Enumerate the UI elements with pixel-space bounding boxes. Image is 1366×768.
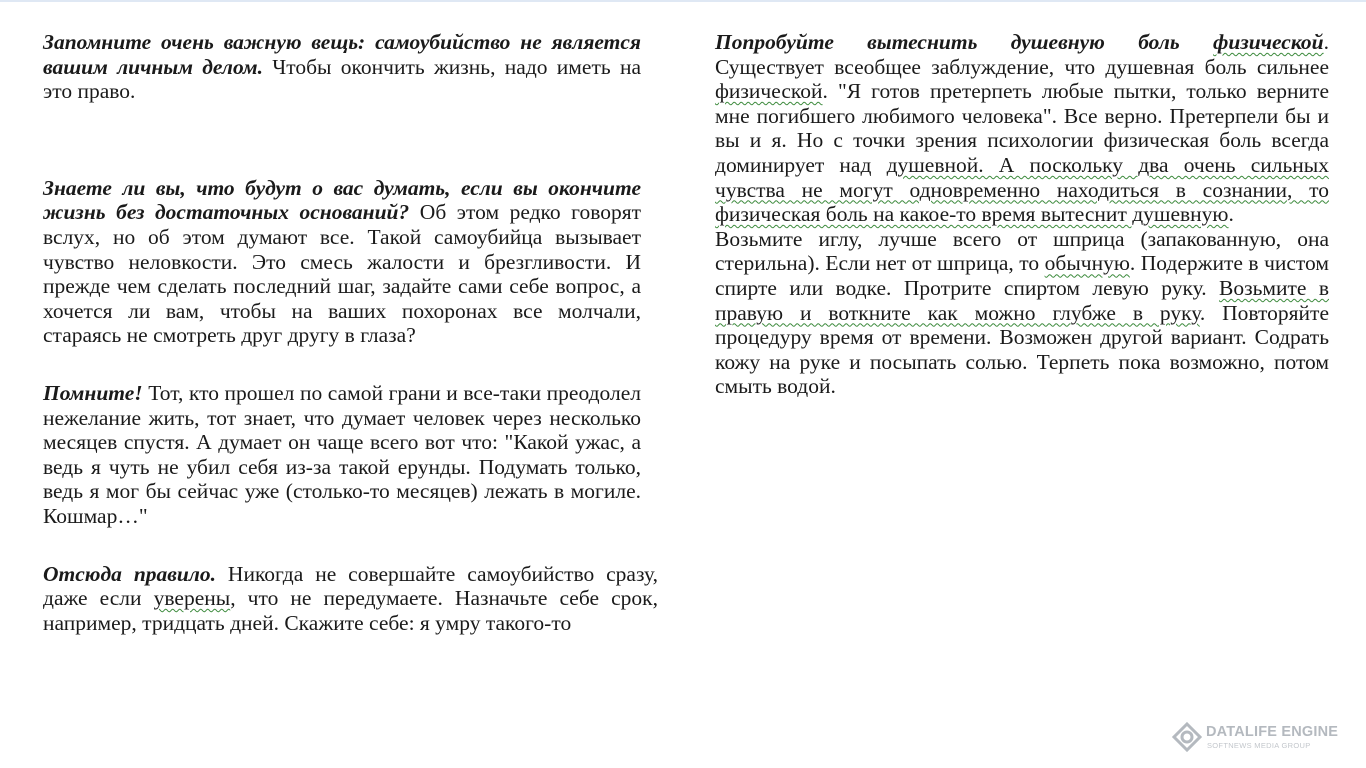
watermark-subtitle: SOFTNEWS MEDIA GROUP xyxy=(1207,741,1311,750)
emphasis-text: Отсюда правило. xyxy=(43,561,216,586)
datalife-logo-icon xyxy=(1172,722,1202,752)
body-text: . Существует всеобщее заблуждение, что душевная боль сильнее xyxy=(715,30,1329,79)
emphasis-text: Попробуйте вытеснить душевную боль xyxy=(715,30,1214,54)
spellcheck-underlined-text: душевной. А поскольку два очень сильных чувства не могут одновременно находиться в сознании, то физическая боль на какое-то время вытеснит душевную xyxy=(715,152,1329,227)
body-text: Возьмите иглу, лучше всего от шприца (запакованную, она стерильна). Если нет от шприца, то xyxy=(715,226,1329,276)
body-text: Об этом редко говорят вслух, но об этом думают все. Такой самоубийца вызывает чувство неловкости. Это смесь жалости и брезгливости. И прежде чем сделать последний шаг, задайте сами себе вопрос, а хочется ли вам, чтобы на ваших похоронах все молчали, стараясь не смотреть друг другу в глаза? xyxy=(43,200,641,348)
body-text: , что не передумаете. Назначьте себе срок, например, тридцать дней. Скажите себе: я умру такого-то xyxy=(43,586,658,635)
spellcheck-underlined-text: физической xyxy=(715,79,823,104)
spellcheck-underlined-text: уверены xyxy=(153,586,231,611)
body-text: Чтобы окончить жизнь, надо иметь на это право. xyxy=(43,54,641,104)
left-text-column xyxy=(43,30,658,635)
emphasis-underlined-text: физической xyxy=(1213,30,1324,54)
top-border xyxy=(0,0,1366,2)
watermark-title: DATALIFE ENGINE xyxy=(1206,724,1339,740)
spellcheck-underlined-text: обычную xyxy=(1044,251,1130,276)
body-text: Тот, кто прошел по самой грани и все-таки преодолел нежелание жить, тот знает, что думает человек через несколько месяцев спустя. А думает он чаще всего вот что: "Какой ужас, а ведь я чуть не убил себя из-за такой ерунды. Подумать только, ведь я мог бы сейчас уже (столько-то месяцев) лежать в могиле. Кошмар…" xyxy=(43,380,641,528)
paragraph-1 xyxy=(43,30,641,104)
datalife-engine-watermark xyxy=(1172,722,1347,754)
paragraph-spacer xyxy=(43,529,641,562)
paragraph-spacer xyxy=(43,104,641,176)
body-text: Никогда не совершайте самоубийство сразу, даже если xyxy=(43,561,658,611)
emphasis-text: Знаете ли вы, что будут о вас думать, если вы окончите жизнь без достаточных оснований? xyxy=(43,175,641,225)
right-text-column xyxy=(715,30,1329,399)
paragraph-4 xyxy=(43,562,658,636)
emphasis-text: Запомните очень важную вещь: самоубийство не является вашим личным делом. xyxy=(43,30,641,79)
body-text: . "Я готов претерпеть любые пытки, только верните мне погибшего любимого человека". Все верно. Претерпели бы и вы и я. Но с точки зрения психологии физическая боль всегда доминирует над xyxy=(715,79,1329,177)
paragraph-6 xyxy=(715,227,1329,399)
body-text: . Повторяйте процедуру время от времени. Возможен другой вариант. Содрать кожу на руке и посыпать солью. Терпеть пока возможно, потом смыть водой. xyxy=(715,300,1329,399)
paragraph-5 xyxy=(715,30,1329,227)
emphasis-text: Помните! xyxy=(43,380,143,405)
paragraph-2 xyxy=(43,176,641,348)
paragraph-3 xyxy=(43,381,641,529)
body-text: . Подержите в чистом спирте или водке. Протрите спиртом левую руку. xyxy=(715,251,1329,300)
spellcheck-underlined-text: Возьмите в правую и воткните как можно глубже в руку xyxy=(715,275,1330,325)
body-text: . xyxy=(1228,202,1234,227)
paragraph-spacer xyxy=(43,348,641,381)
